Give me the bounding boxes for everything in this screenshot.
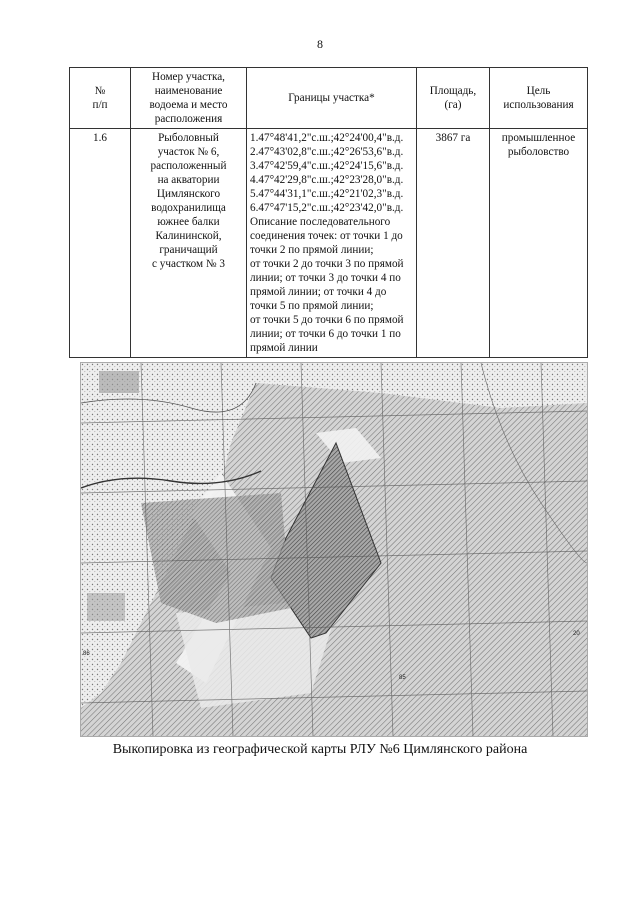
bound-point-4: 4.47°42'29,8"с.ш.;42°23'28,0"в.д. bbox=[250, 174, 404, 186]
row-area: 3867 га bbox=[417, 129, 490, 358]
adjacent-plot-area bbox=[141, 493, 291, 623]
fishing-plot-table bbox=[69, 67, 588, 358]
settlement-block bbox=[87, 593, 125, 621]
header-area: Площадь, (га) bbox=[417, 68, 490, 129]
grid-number: 20 bbox=[573, 631, 580, 637]
page-number: 8 bbox=[317, 37, 323, 51]
grid-number: 85 bbox=[399, 675, 406, 681]
table-row bbox=[70, 129, 588, 358]
header-plot-name: Номер участка, наименование водоема и место расположения bbox=[131, 68, 247, 129]
bound-point-6: 6.47°47'15,2"с.ш.;42°23'42,0"в.д. bbox=[250, 202, 404, 214]
bound-point-1: 1.47°48'41,2"с.ш.;42°24'00,4"в.д. bbox=[250, 132, 404, 144]
bound-point-3: 3.47°42'59,4"с.ш.;42°24'15,6"в.д. bbox=[250, 160, 404, 172]
map-excerpt bbox=[80, 362, 588, 737]
grid-number: 86 bbox=[83, 651, 90, 657]
row-num: 1.6 bbox=[70, 129, 131, 358]
settlement-block bbox=[99, 371, 139, 393]
bound-point-2: 2.47°43'02,8"с.ш.;42°26'53,6"в.д. bbox=[250, 146, 404, 158]
row-bounds: 1.47°48'41,2"с.ш.;42°24'00,4"в.д. 2.47°43'02,8"с.ш.;42°26'53,6"в.д. 3.47°42'59,4"с.ш.;42°24'15,6"в.д. 4.47°42'29,8"с.ш.;42°23'28,0"в.д. 5.47°44'31,1"с.ш.;42°21'02,3"в.д. 6.47°47'15,2"с.ш.;42°23'42,0"в.д. Описание последовательного соединения точек: от точки 1 до точки 2 по прямой линии; от точки 2 до точки 3 по прямой линии; от точки 3 до точки 4 по прямой линии; от точки 4 до точки 5 по прямой линии; от точки 5 до точки 6 по прямой линии; от точки 6 до точки 1 по прямой линии bbox=[247, 129, 417, 358]
row-plot-name: Рыболовный участок № 6, расположенный на акватории Цимлянского водохранилища южнее балки Калининской, граничащий с участком № 3 bbox=[131, 129, 247, 358]
header-purpose: Цель использования bbox=[490, 68, 588, 129]
header-bounds: Границы участка* bbox=[247, 68, 417, 129]
bound-point-5: 5.47°44'31,1"с.ш.;42°21'02,3"в.д. bbox=[250, 188, 404, 200]
bound-description: Описание последовательного bbox=[250, 216, 391, 228]
table-header-row bbox=[70, 68, 588, 129]
map-caption: Выкопировка из географической карты РЛУ №6 Цимлянского района bbox=[112, 742, 528, 757]
header-num: № п/п bbox=[70, 68, 131, 129]
row-purpose: промышленное рыболовство bbox=[490, 129, 588, 358]
map-figure bbox=[81, 363, 587, 736]
